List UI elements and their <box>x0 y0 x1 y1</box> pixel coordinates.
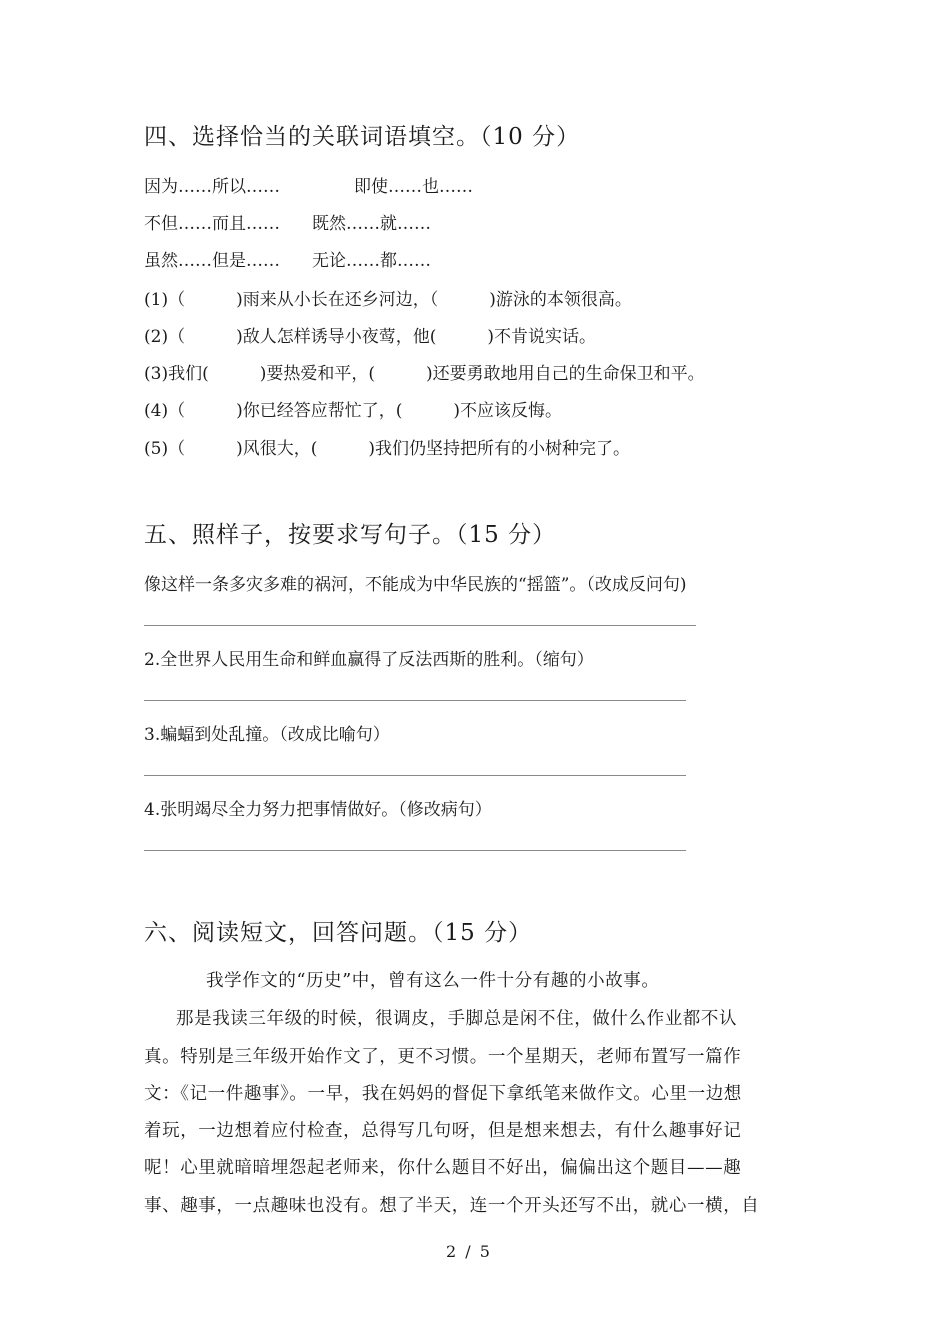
conjunction-pair: 即使……也…… <box>354 177 473 197</box>
rewrite-item: 像这样一条多灾多难的祸河，不能成为中华民族的“摇篮”。（改成反问句) <box>144 575 687 595</box>
fill-blank-item: (1)（ )雨来从小长在还乡河边，（ )游泳的本领很高。 <box>144 290 632 310</box>
passage-line: 呢！心里就暗暗埋怨起老师来，你什么题目不好出，偏偏出这个题目——趣 <box>144 1158 742 1178</box>
rewrite-item: 3.蝙蝠到处乱撞。（改成比喻句） <box>144 725 390 745</box>
passage-line: 那是我读三年级的时候，很调皮，手脚总是闲不住，做什么作业都不认 <box>176 1009 738 1029</box>
section-4-title: 四、选择恰当的关联词语填空。（10 分） <box>144 124 581 150</box>
fill-blank-item: (2)（ )敌人怎样诱导小夜莺，他( )不肯说实话。 <box>144 327 596 347</box>
passage-line: 着玩，一边想着应付检查，总得写几句呀，但是想来想去，有什么趣事好记 <box>144 1121 742 1141</box>
fill-blank-item: (5)（ )风很大，( )我们仍坚持把所有的小树种完了。 <box>144 439 630 459</box>
section-5-title: 五、照样子，按要求写句子。（15 分） <box>144 522 557 548</box>
section-6-title: 六、阅读短文，回答问题。（15 分） <box>144 920 533 946</box>
conjunction-pair: 既然……就…… <box>312 214 431 234</box>
passage-line: 文：《记一件趣事》。一早，我在妈妈的督促下拿纸笔来做作文。心里一边想 <box>144 1084 742 1104</box>
fill-blank-item: (3)我们( )要热爱和平，( )还要勇敢地用自己的生命保卫和平。 <box>144 364 705 384</box>
rewrite-item: 4.张明竭尽全力努力把事情做好。（修改病句） <box>144 800 492 820</box>
answer-line <box>144 700 686 701</box>
conjunction-pair: 不但……而且…… <box>144 214 280 234</box>
fill-blank-item: (4)（ )你已经答应帮忙了，( )不应该反悔。 <box>144 401 562 421</box>
answer-line <box>144 775 686 776</box>
answer-line <box>144 625 696 626</box>
conjunction-pair: 因为……所以…… <box>144 177 280 197</box>
passage-line: 事、趣事，一点趣味也没有。想了半天，连一个开头还写不出，就心一横，自 <box>144 1196 760 1216</box>
passage-line: 真。特别是三年级开始作文了，更不习惯。一个星期天，老师布置写一篇作 <box>144 1047 742 1067</box>
conjunction-pair: 无论……都…… <box>312 251 431 271</box>
page-number: 2 / 5 <box>446 1242 492 1261</box>
answer-line <box>144 850 686 851</box>
conjunction-pair: 虽然……但是…… <box>144 251 280 271</box>
rewrite-item: 2.全世界人民用生命和鲜血赢得了反法西斯的胜利。（缩句） <box>144 650 594 670</box>
passage-line: 我学作文的“历史”中，曾有这么一件十分有趣的小故事。 <box>206 971 660 991</box>
